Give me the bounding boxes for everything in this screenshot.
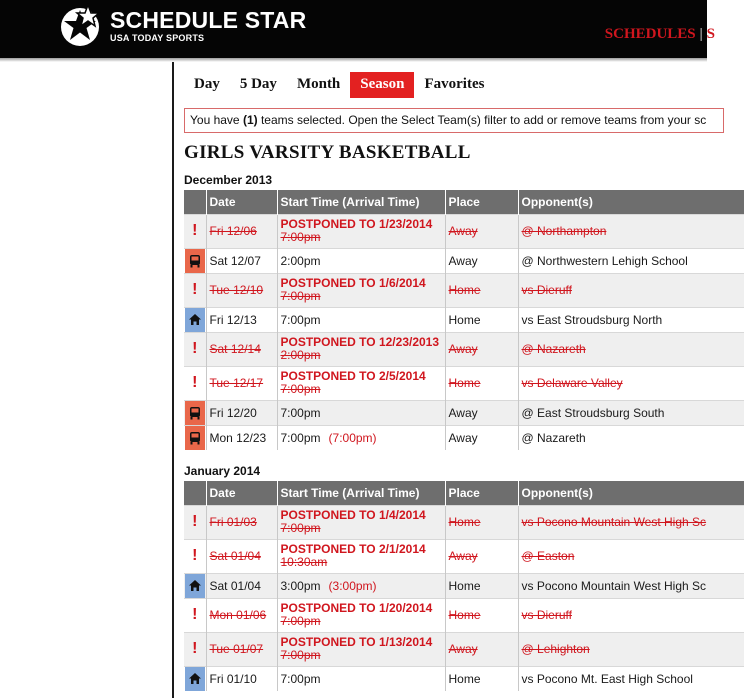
col-start-time[interactable]: Start Time (Arrival Time) [277,481,445,505]
tab-5-day[interactable]: 5 Day [239,76,277,92]
place-cell [445,248,518,273]
bus-icon [185,249,205,273]
home-icon [185,574,205,598]
opponent-cell [518,366,744,400]
place: Away [448,549,478,563]
arrival-time: (7:00pm) [328,430,377,445]
top-nav [605,26,715,43]
row-icon-cell [184,214,206,248]
place-cell [445,273,518,307]
original-time: 7:00pm [280,614,321,628]
month-heading-december: December 2013 [184,173,273,187]
col-start-time[interactable]: Start Time (Arrival Time) [277,190,445,214]
original-time: 7:00pm [280,230,321,244]
table-row[interactable] [184,366,744,400]
alert-icon: ! [192,374,198,391]
table-row[interactable] [184,573,744,598]
opponent-cell [518,539,744,573]
postponed-label: POSTPONED TO 1/20/2014 [280,601,433,615]
month-heading-january: January 2014 [184,464,261,478]
date: Mon 12/23 [209,430,267,445]
table-row[interactable] [184,539,744,573]
start-time-cell [277,539,445,573]
start-time-cell [277,632,445,666]
row-icon-cell [184,632,206,666]
date: Tue 12/17 [209,376,264,390]
opponent-link[interactable]: vs Dieruff [521,283,572,297]
start-time-cell [277,505,445,539]
notice-post: teams selected. Open the Select Team(s) filter to add or remove teams from your sc [257,113,707,127]
start-time: 2:00pm [280,253,321,268]
table-header-row [184,481,744,505]
january-rows [184,505,744,691]
row-icon-cell [184,573,206,598]
postponed-label: POSTPONED TO 1/4/2014 [280,508,426,522]
original-time: 2:00pm [280,348,321,362]
place: Away [448,342,478,356]
original-time: 10:30am [280,555,328,569]
row-icon-cell [184,366,206,400]
arrival-time: (3:00pm) [328,578,377,593]
table-row[interactable] [184,307,744,332]
col-place[interactable]: Place [445,190,518,214]
nav-separator: | [699,26,703,42]
start-time-cell [277,332,445,366]
place: Home [448,515,481,529]
col-date[interactable]: Date [206,190,277,214]
place-cell [445,666,518,691]
row-icon-cell [184,307,206,332]
tab-season[interactable]: Season [350,72,414,98]
opponent-link[interactable]: vs East Stroudsburg North [521,312,663,327]
bus-icon [185,426,205,450]
date-cell [206,573,277,598]
start-time-cell [277,273,445,307]
alert-icon: ! [192,222,198,239]
date-cell [206,332,277,366]
date: Tue 01/07 [209,642,264,656]
place-cell [445,573,518,598]
row-icon-cell [184,539,206,573]
alert-icon: ! [192,340,198,357]
place-cell [445,332,518,366]
row-icon-cell [184,273,206,307]
place: Away [448,430,478,445]
place-cell [445,214,518,248]
place: Away [448,405,478,420]
home-icon [185,667,205,691]
col-icon [184,481,206,505]
date-cell [206,598,277,632]
date-cell [206,400,277,425]
tab-favorites[interactable]: Favorites [424,76,485,92]
opponent-cell [518,307,744,332]
original-time: 7:00pm [280,521,321,535]
date: Sat 01/04 [209,578,261,593]
content-divider [172,62,174,698]
table-row[interactable] [184,214,744,248]
place-cell [445,505,518,539]
row-icon-cell [184,332,206,366]
table-row[interactable] [184,400,744,425]
date-cell [206,539,277,573]
col-opponent[interactable]: Opponent(s) [518,190,744,214]
opponent-cell [518,666,744,691]
date: Mon 01/06 [209,608,267,622]
date-cell [206,273,277,307]
date-cell [206,366,277,400]
opponent-link[interactable]: @ Northwestern Lehigh School [521,253,688,268]
date-cell [206,214,277,248]
section-title: GIRLS VARSITY BASKETBALL [184,142,471,163]
row-icon-cell [184,598,206,632]
start-time-cell [277,366,445,400]
row-icon-cell [184,505,206,539]
tab-month[interactable]: Month [296,76,341,92]
opponent-cell [518,505,744,539]
opponent-cell [518,425,744,450]
place: Home [448,608,481,622]
opponent-link[interactable]: vs Pocono Mt. East High School [521,671,693,686]
place: Away [448,253,478,268]
start-time-cell [277,666,445,691]
col-date[interactable]: Date [206,481,277,505]
col-place[interactable]: Place [445,481,518,505]
top-bar [0,0,715,58]
opponent-link[interactable]: @ East Stroudsburg South [521,405,665,420]
place-cell [445,539,518,573]
date: Fri 12/06 [209,224,257,238]
schedule-table-january [184,481,744,691]
opponent-link[interactable]: vs Pocono Mountain West High Sc [521,515,707,529]
place-cell [445,366,518,400]
date: Tue 12/10 [209,283,264,297]
postponed-label: POSTPONED TO 1/6/2014 [280,276,426,290]
opponent-cell [518,400,744,425]
brand-logo[interactable] [58,0,306,50]
place-cell [445,632,518,666]
table-row[interactable] [184,632,744,666]
postponed-label: POSTPONED TO 2/5/2014 [280,369,426,383]
start-time: 3:00pm [280,578,321,593]
date-cell [206,666,277,691]
opponent-link[interactable]: @ Lehighton [521,642,590,656]
nav-schedules-link[interactable]: SCHEDULES [604,26,696,42]
brand-subtitle: USA TODAY SPORTS [110,32,205,43]
row-icon-cell [184,248,206,273]
table-row[interactable] [184,332,744,366]
place-cell [445,307,518,332]
place: Home [448,283,481,297]
opponent-cell [518,214,744,248]
table-header-row [184,190,744,214]
schedule-table-december [184,190,744,450]
place: Away [448,224,478,238]
row-icon-cell [184,425,206,450]
table-row[interactable] [184,598,744,632]
opponent-cell [518,248,744,273]
start-time-cell [277,573,445,598]
notice-pre: You have [190,113,243,127]
col-icon [184,190,206,214]
header-shadow [0,58,707,62]
start-time-cell [277,598,445,632]
opponent-link[interactable]: vs Pocono Mountain West High Sc [521,578,707,593]
opponent-cell [518,632,744,666]
notice-count: (1) [242,113,258,127]
start-time: 7:00pm [280,430,321,445]
table-row[interactable] [184,273,744,307]
original-time: 7:00pm [280,382,321,396]
alert-icon: ! [192,606,198,623]
date-cell [206,425,277,450]
original-time: 7:00pm [280,289,321,303]
table-row[interactable] [184,248,744,273]
start-time-cell [277,425,445,450]
opponent-link[interactable]: @ Northampton [521,224,607,238]
row-icon-cell [184,400,206,425]
date-cell [206,632,277,666]
place-cell [445,425,518,450]
opponent-cell [518,273,744,307]
date: Sat 01/04 [209,549,261,563]
alert-icon: ! [192,547,198,564]
start-time-cell [277,248,445,273]
table-row[interactable] [184,505,744,539]
opponent-link[interactable]: @ Easton [521,549,575,563]
place: Home [448,376,481,390]
opponent-link[interactable]: @ Nazareth [521,430,586,445]
place: Away [448,642,478,656]
bus-icon [185,401,205,425]
alert-icon: ! [192,640,198,657]
alert-icon: ! [192,513,198,530]
star-logo-icon [58,1,106,49]
date: Sat 12/14 [209,342,261,356]
home-icon [185,308,205,332]
date: Fri 12/20 [209,405,257,420]
place: Home [448,671,481,686]
date: Fri 01/03 [209,515,257,529]
opponent-cell [518,332,744,366]
date: Fri 01/10 [209,671,257,686]
col-opponent[interactable]: Opponent(s) [518,481,744,505]
original-time: 7:00pm [280,648,321,662]
start-time: 7:00pm [280,671,321,686]
row-icon-cell [184,666,206,691]
opponent-link[interactable]: vs Delaware Valley [521,376,623,390]
date-cell [206,248,277,273]
place-cell [445,598,518,632]
start-time: 7:00pm [280,405,321,420]
opponent-cell [518,573,744,598]
table-row[interactable] [184,666,744,691]
date-cell [206,307,277,332]
start-time: 7:00pm [280,312,321,327]
alert-icon: ! [192,281,198,298]
date: Sat 12/07 [209,253,261,268]
place-cell [445,400,518,425]
date: Fri 12/13 [209,312,257,327]
opponent-link[interactable]: @ Nazareth [521,342,586,356]
brand-title: SCHEDULE STAR [110,6,307,33]
place: Home [448,578,481,593]
start-time-cell [277,214,445,248]
date-cell [206,505,277,539]
postponed-label: POSTPONED TO 2/1/2014 [280,542,426,556]
postponed-label: POSTPONED TO 1/23/2014 [280,217,433,231]
table-row[interactable] [184,425,744,450]
team-selection-notice [184,108,724,133]
postponed-label: POSTPONED TO 12/23/2013 [280,335,440,349]
postponed-label: POSTPONED TO 1/13/2014 [280,635,433,649]
december-rows [184,214,744,450]
view-tabs [184,72,494,98]
opponent-link[interactable]: vs Dieruff [521,608,572,622]
tab-day[interactable]: Day [194,76,220,92]
opponent-cell [518,598,744,632]
start-time-cell [277,307,445,332]
place: Home [448,312,481,327]
start-time-cell [277,400,445,425]
nav-next-link[interactable]: S [706,26,715,42]
